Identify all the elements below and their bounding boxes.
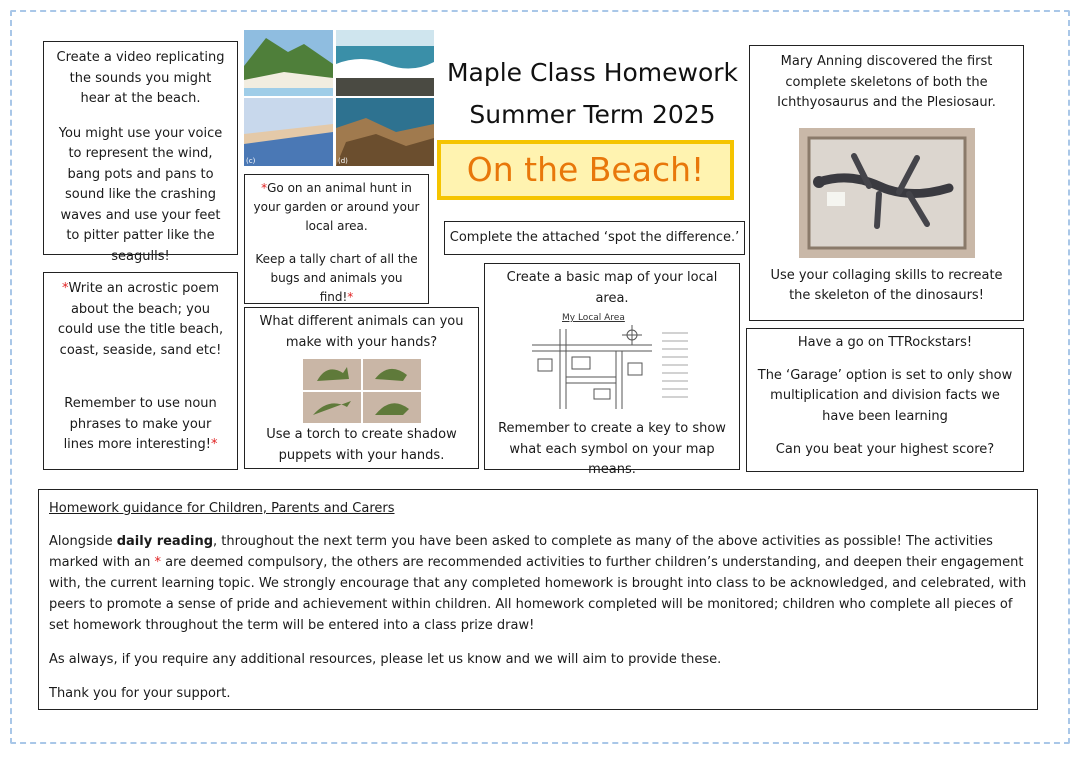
ttrockstars-garage: The ‘Garage’ option is set to only show multiplication and division facts we have been learning bbox=[757, 367, 1013, 424]
mary-anning-task: Use your collaging skills to recreate the skeleton of the dinosaurs! bbox=[770, 267, 1003, 303]
title-line-1: Maple Class Homework bbox=[446, 58, 739, 87]
photo-label-d: (d) bbox=[338, 157, 348, 165]
local-area-map bbox=[532, 313, 692, 413]
beach-photo-c bbox=[244, 98, 333, 166]
beach-photo-a bbox=[244, 30, 333, 96]
compulsory-star: * bbox=[347, 290, 354, 304]
shadow-puppet-task: Use a torch to create shadow puppets with your hands. bbox=[266, 427, 457, 463]
compulsory-star: * bbox=[61, 281, 69, 296]
mary-anning-box bbox=[749, 45, 1024, 321]
ttrockstars-box bbox=[746, 328, 1024, 472]
spot-difference-text: Complete the attached ‘spot the difference.’ bbox=[449, 230, 740, 245]
compulsory-star: * bbox=[154, 555, 161, 570]
acrostic-tip: Remember to use noun phrases to make your lines more interesting!* bbox=[63, 396, 218, 452]
ttrockstars-challenge: Can you beat your highest score? bbox=[775, 442, 995, 457]
animal-hunt-box bbox=[244, 174, 429, 304]
photo-label-c: (c) bbox=[246, 157, 256, 165]
guidance-thanks: Thank you for your support. bbox=[49, 686, 231, 701]
guidance-paragraph-1: Alongside daily reading, throughout the next term you have been asked to complete as many of the above activities as possible! The activities marked with an * are deemed compulsory, the others are recommended activities to further children’s understanding, and deepen their engagement with, the current learning topic. We strongly encourage that any completed homework is brought into class to be acknowledged, and celebrated, with peers to promote a sense of pride and achievement within children. All homework completed will be monitored; children who complete all pieces of set homework throughout the term will be entered into a class prize draw! bbox=[49, 534, 1027, 633]
video-task-box bbox=[43, 41, 238, 264]
animal-hunt-intro: *Go on an animal hunt in your garden or around your local area. bbox=[253, 181, 420, 233]
map-task-box bbox=[484, 263, 740, 477]
hand-shadow-photos bbox=[303, 359, 421, 423]
map-task-intro: Create a basic map of your local area. bbox=[506, 270, 718, 306]
map-task-key: Remember to create a key to show what each symbol on your map means. bbox=[498, 421, 726, 477]
title-line-2: Summer Term 2025 bbox=[469, 100, 716, 129]
beach-photo-d bbox=[336, 98, 434, 166]
daily-reading: daily reading bbox=[116, 534, 214, 549]
animal-hunt-tally: Keep a tally chart of all the bugs and animals you find!* bbox=[255, 252, 418, 304]
mary-anning-intro: Mary Anning discovered the first complete skeletons of both the Ichthyosaurus and the Plesiosaur. bbox=[777, 54, 996, 110]
compulsory-star: * bbox=[261, 181, 268, 195]
shadow-puppet-box bbox=[244, 307, 479, 469]
plesiosaur-photo bbox=[799, 128, 975, 258]
compulsory-star: * bbox=[210, 437, 218, 452]
guidance-heading: Homework guidance for Children, Parents and Carers bbox=[49, 501, 395, 516]
acrostic-box bbox=[43, 272, 238, 470]
guidance-paragraph-2: As always, if you require any additional resources, please let us know and we will aim to provide these. bbox=[49, 652, 722, 667]
beach-photo-b bbox=[336, 30, 434, 96]
acrostic-intro: *Write an acrostic poem about the beach; you could use the title beach, coast, seaside, sand etc! bbox=[57, 281, 224, 358]
page-title bbox=[440, 52, 745, 136]
topic-banner: On the Beach! bbox=[437, 140, 734, 200]
ttrockstars-intro: Have a go on TTRockstars! bbox=[797, 335, 973, 350]
video-task-intro: Create a video replicating the sounds you might hear at the beach. bbox=[56, 50, 225, 106]
video-task-details: You might use your voice to represent the wind, bang pots and pans to sound like the crashing waves and use your feet to pitter patter like the seagulls! bbox=[58, 125, 223, 264]
shadow-puppet-question: What different animals can you make with your hands? bbox=[259, 314, 464, 350]
spot-difference-box bbox=[444, 221, 745, 255]
homework-guidance bbox=[38, 489, 1038, 710]
map-title: My Local Area bbox=[562, 313, 625, 323]
